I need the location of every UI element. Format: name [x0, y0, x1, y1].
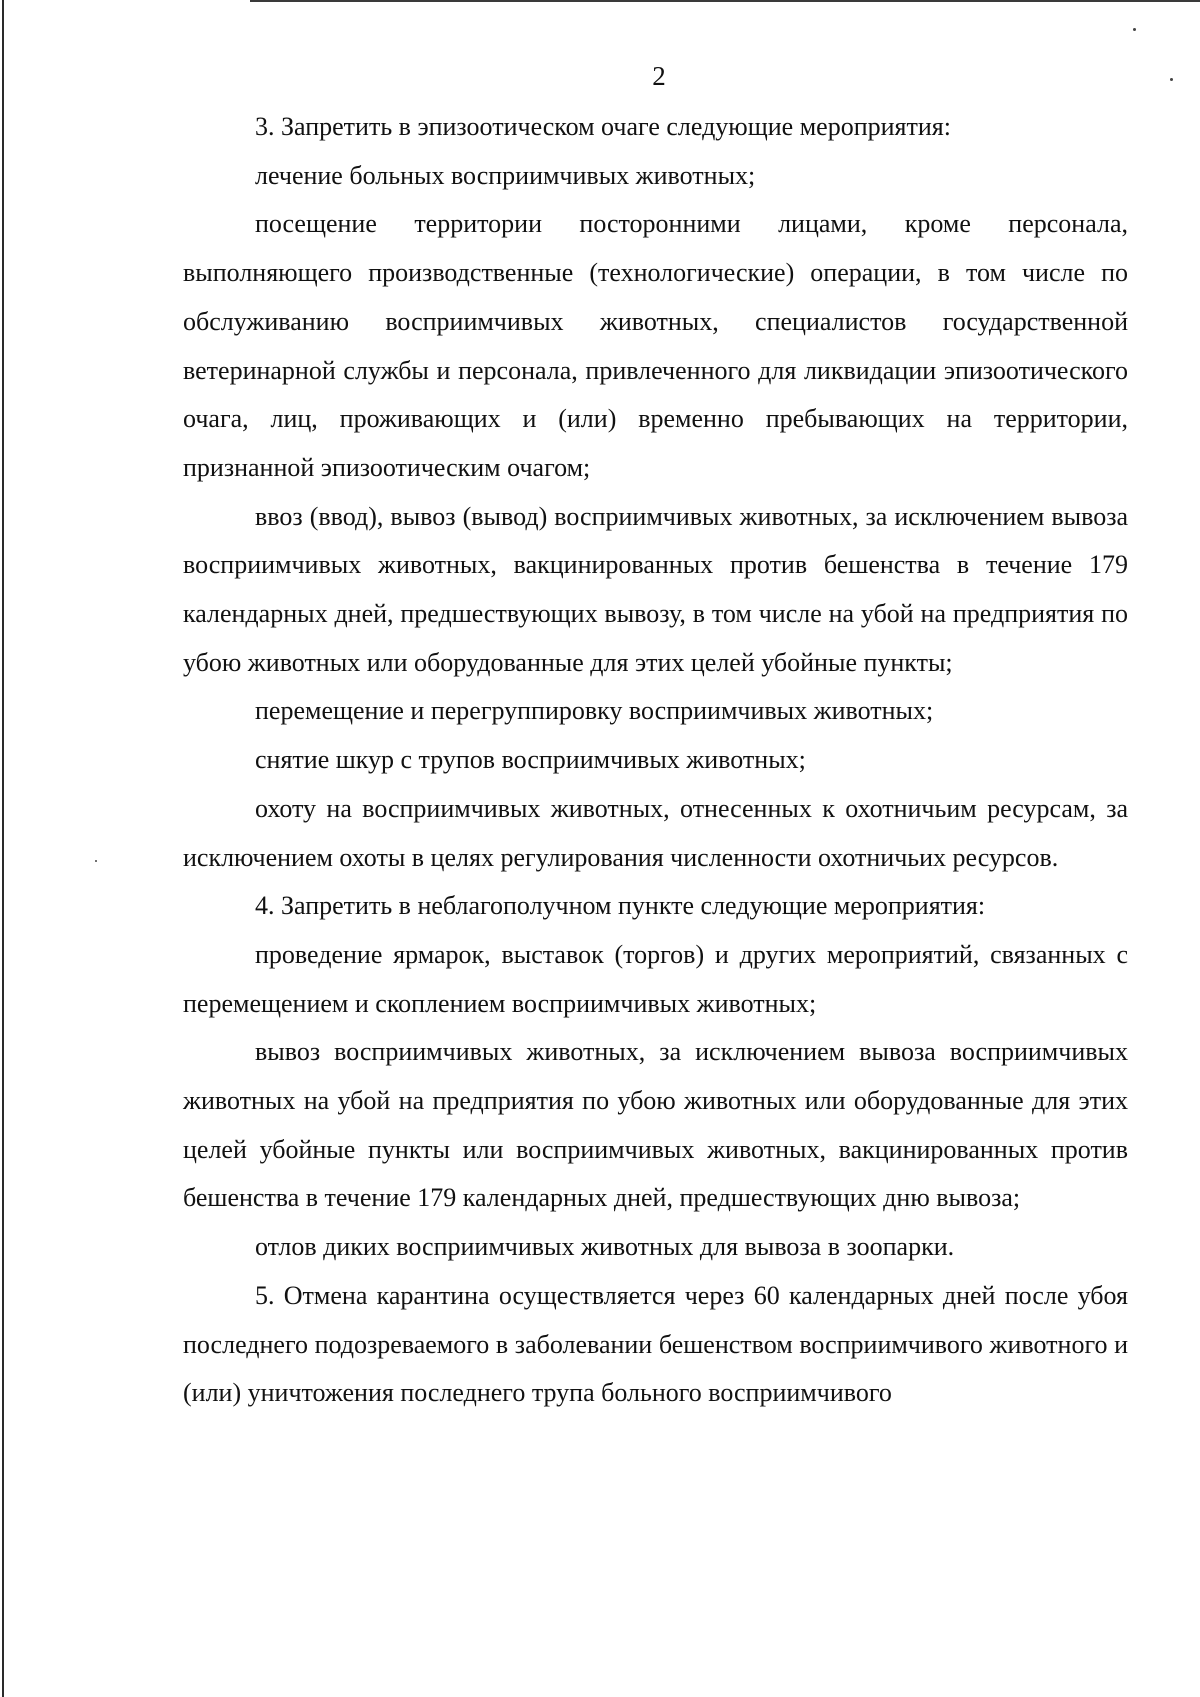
paragraph: лечение больных восприимчивых животных;: [255, 160, 756, 190]
paragraph: отлов диких восприимчивых животных для вывоза в зоопарки.: [255, 1232, 955, 1262]
scan-edge-left: [2, 0, 4, 1697]
paragraph: охоту на восприимчивых животных, отнесенных к охотничьим ресурсам, за исключением охоты в целях регулирования численности охотничьих ресурсов.: [183, 793, 1128, 872]
page-number: 2: [652, 61, 666, 91]
paragraph: посещение территории посторонними лицами, кроме персонала, выполняющего производственные (технологические) операции, в том числе по обслуживанию восприимчивых животных, специалистов государственной ветеринарной службы и персонала, привлеченного для ликвидации эпизоотического очага, лиц, проживающих и (или) временно пребывающих на территории, признанной эпизоотическим очагом;: [183, 209, 1128, 482]
paragraph: 5. Отмена карантина осуществляется через 60 календарных дней после убоя последнего подозреваемого в заболевании бешенством восприимчивого животного и (или) уничтожения последнего трупа больного восприимчивого: [183, 1280, 1128, 1408]
paragraph: проведение ярмарок, выставок (торгов) и других мероприятий, связанных с перемещением и скоплением восприимчивых животных;: [183, 939, 1128, 1018]
paragraph: ввоз (ввод), вывоз (вывод) восприимчивых животных, за исключением вывоза восприимчивых животных, вакцинированных против бешенства в течение 179 календарных дней, предшествующих вывозу, в том числе на убой на предприятия по убою животных или оборудованные для этих целей убойные пункты;: [183, 501, 1128, 677]
document-body: [183, 103, 1128, 1418]
paragraph: 3. Запретить в эпизоотическом очаге следующие мероприятия:: [255, 112, 951, 141]
scan-speck: [1133, 28, 1136, 31]
scan-edge-top: [250, 0, 1200, 2]
paragraph: вывоз восприимчивых животных, за исключением вывоза восприимчивых животных на убой на предприятия по убою животных или оборудованные для этих целей убойные пункты или восприимчивых животных, вакцинированных против бешенства в течение 179 календарных дней, предшествующих дню вывоза;: [183, 1037, 1128, 1213]
paragraph: снятие шкур с трупов восприимчивых животных;: [255, 745, 806, 775]
scan-speck: [95, 860, 97, 862]
paragraph: 4. Запретить в неблагополучном пункте следующие мероприятия:: [255, 891, 986, 921]
paragraph: перемещение и перегруппировку восприимчивых животных;: [255, 696, 934, 726]
